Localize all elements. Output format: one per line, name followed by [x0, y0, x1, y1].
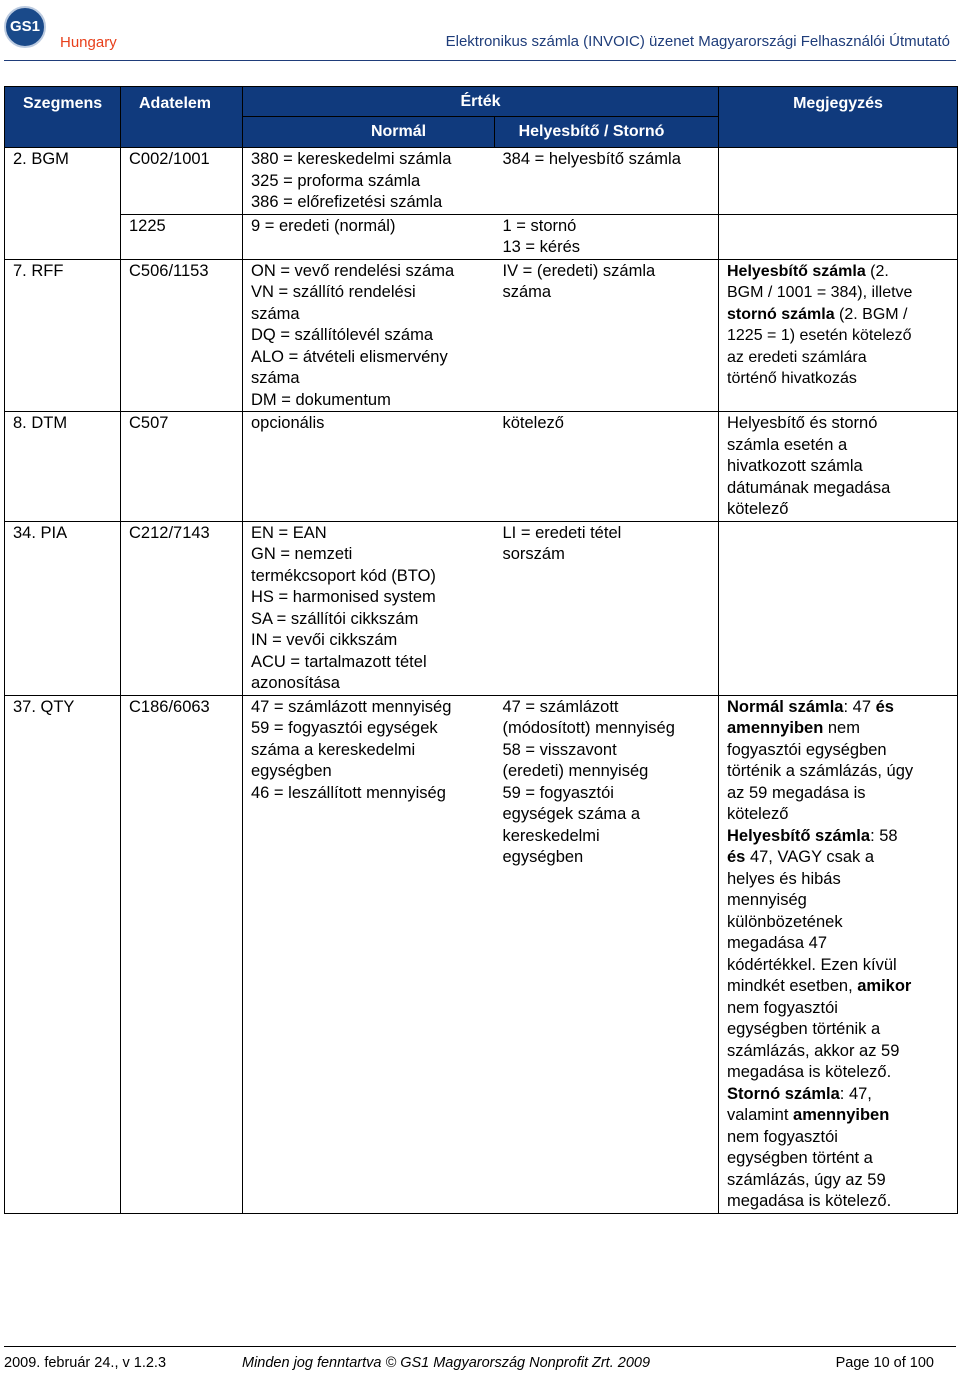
note-bold-text: és	[727, 848, 746, 866]
correction-value-cell: 1 = stornó 13 = kérés	[495, 214, 719, 259]
footer-date-version: 2009. február 24., v 1.2.3	[4, 1355, 167, 1371]
note-cell	[719, 521, 958, 695]
logo-country-label: Hungary	[60, 34, 117, 51]
element-cell: C507	[121, 412, 243, 522]
element-cell: C186/6063	[121, 695, 243, 1213]
note-bold-text: és amennyiben	[727, 697, 894, 737]
table-row	[5, 695, 958, 1213]
table-row	[5, 412, 958, 522]
segment-cell: 8. DTM	[5, 412, 121, 522]
element-cell: 1225	[121, 214, 243, 259]
correction-value-cell: IV = (eredeti) számla száma	[495, 259, 719, 412]
note-cell	[719, 148, 958, 215]
normal-value-cell: opcionális	[243, 412, 495, 522]
table-row	[5, 214, 958, 259]
segment-cell: 34. PIA	[5, 521, 121, 695]
note-bold-text: Helyesbítő számla	[727, 262, 866, 280]
header-value: Érték	[243, 87, 719, 117]
header-correction: Helyesbítő / Stornó	[495, 117, 719, 148]
header-segment: Szegmens	[5, 87, 121, 148]
table-row	[5, 521, 958, 695]
element-cell: C002/1001	[121, 148, 243, 215]
header-normal: Normál	[243, 117, 495, 148]
document-title: Elektronikus számla (INVOIC) üzenet Magyarországi Felhasználói Útmutató	[445, 33, 950, 50]
note-text: nem fogyasztói egységben történt a számlázás, úgy az 59 megadása is kötelező.	[727, 1127, 892, 1210]
note-bold-text: Normál számla	[727, 697, 844, 716]
note-cell	[719, 214, 958, 259]
normal-value-cell: 380 = kereskedelmi számla 325 = proforma számla 386 = előrefizetési számla	[243, 148, 495, 215]
segment-cell: 37. QTY	[5, 695, 121, 1213]
normal-value-cell: ON = vevő rendelési száma VN = szállító rendelési száma DQ = szállítólevél száma ALO = átvételi elismervény száma DM = dokumentum	[243, 259, 495, 412]
correction-value-cell: LI = eredeti tétel sorszám	[495, 521, 719, 695]
header-element: Adatelem	[121, 87, 243, 148]
note-cell	[719, 259, 958, 412]
page-header	[0, 0, 960, 62]
note-bold-text: Helyesbítő számla	[727, 826, 871, 845]
normal-value-cell: 9 = eredeti (normál)	[243, 214, 495, 259]
note-bold-text: amikor	[857, 977, 912, 995]
table-header-row	[5, 87, 958, 117]
note-text: (2. BGM / 1225 = 1) esetén kötelező az eredeti számlára történő hivatkozás	[727, 305, 912, 387]
normal-value-cell: 47 = számlázott mennyiség 59 = fogyasztói egységek száma a kereskedelmi egységben 46 = leszállított mennyiség	[243, 695, 495, 1213]
note-cell	[719, 695, 958, 1213]
element-cell: C212/7143	[121, 521, 243, 695]
element-cell: C506/1153	[121, 259, 243, 412]
note-cell: Helyesbítő és stornó számla esetén a hivatkozott számla dátumának megadása kötelező	[719, 412, 958, 522]
note-bold-text: amennyiben	[793, 1106, 890, 1124]
gs1-logo	[4, 4, 134, 52]
note-bold-text: stornó számla	[727, 305, 835, 323]
correction-value-cell: 384 = helyesbítő számla	[495, 148, 719, 215]
header-note: Megjegyzés	[719, 87, 958, 148]
footer-page-number: Page 10 of 100	[835, 1355, 934, 1371]
table-body	[5, 148, 958, 1214]
correction-value-cell: kötelező	[495, 412, 719, 522]
segment-value-table	[4, 86, 958, 1214]
segment-cell: 7. RFF	[5, 259, 121, 412]
table-row	[5, 148, 958, 215]
note-text: nem fogyasztói egységben történik a számlázás, úgy az 59 megadása is kötelező	[727, 719, 914, 823]
table-row	[5, 259, 958, 412]
note-bold-text: Stornó számla	[727, 1084, 840, 1103]
note-text: : 58	[870, 826, 898, 845]
correction-value-cell: 47 = számlázott (módosított) mennyiség 58 = visszavont (eredeti) mennyiség 59 = fogyasztói egységek száma a kereskedelmi egységben	[495, 695, 719, 1213]
header-divider	[4, 60, 956, 61]
normal-value-cell: EN = EAN GN = nemzeti termékcsoport kód (BTO) HS = harmonised system SA = szállítói cikkszám IN = vevői cikkszám ACU = tartalmazott tétel azonosítása	[243, 521, 495, 695]
note-text: nem fogyasztói egységben történik a számlázás, akkor az 59 megadása is kötelező.	[727, 998, 900, 1081]
note-text: 47, VAGY csak a helyes és hibás mennyiség különbözetének megadása 47 kódértékkel. Ezen kívül mindkét esetben,	[727, 848, 897, 995]
gs1-logo-icon: GS1	[4, 6, 46, 48]
note-text: : 47	[843, 697, 876, 716]
page-footer	[4, 1346, 956, 1373]
note-text: : 47, valamint	[727, 1084, 872, 1124]
segment-cell: 2. BGM	[5, 148, 121, 215]
note-text: (2. BGM / 1001 = 384), illetve	[727, 262, 913, 301]
footer-copyright: Minden jog fenntartva © GS1 Magyarország Nonprofit Zrt. 2009	[242, 1355, 651, 1371]
segment-cell	[5, 214, 121, 259]
